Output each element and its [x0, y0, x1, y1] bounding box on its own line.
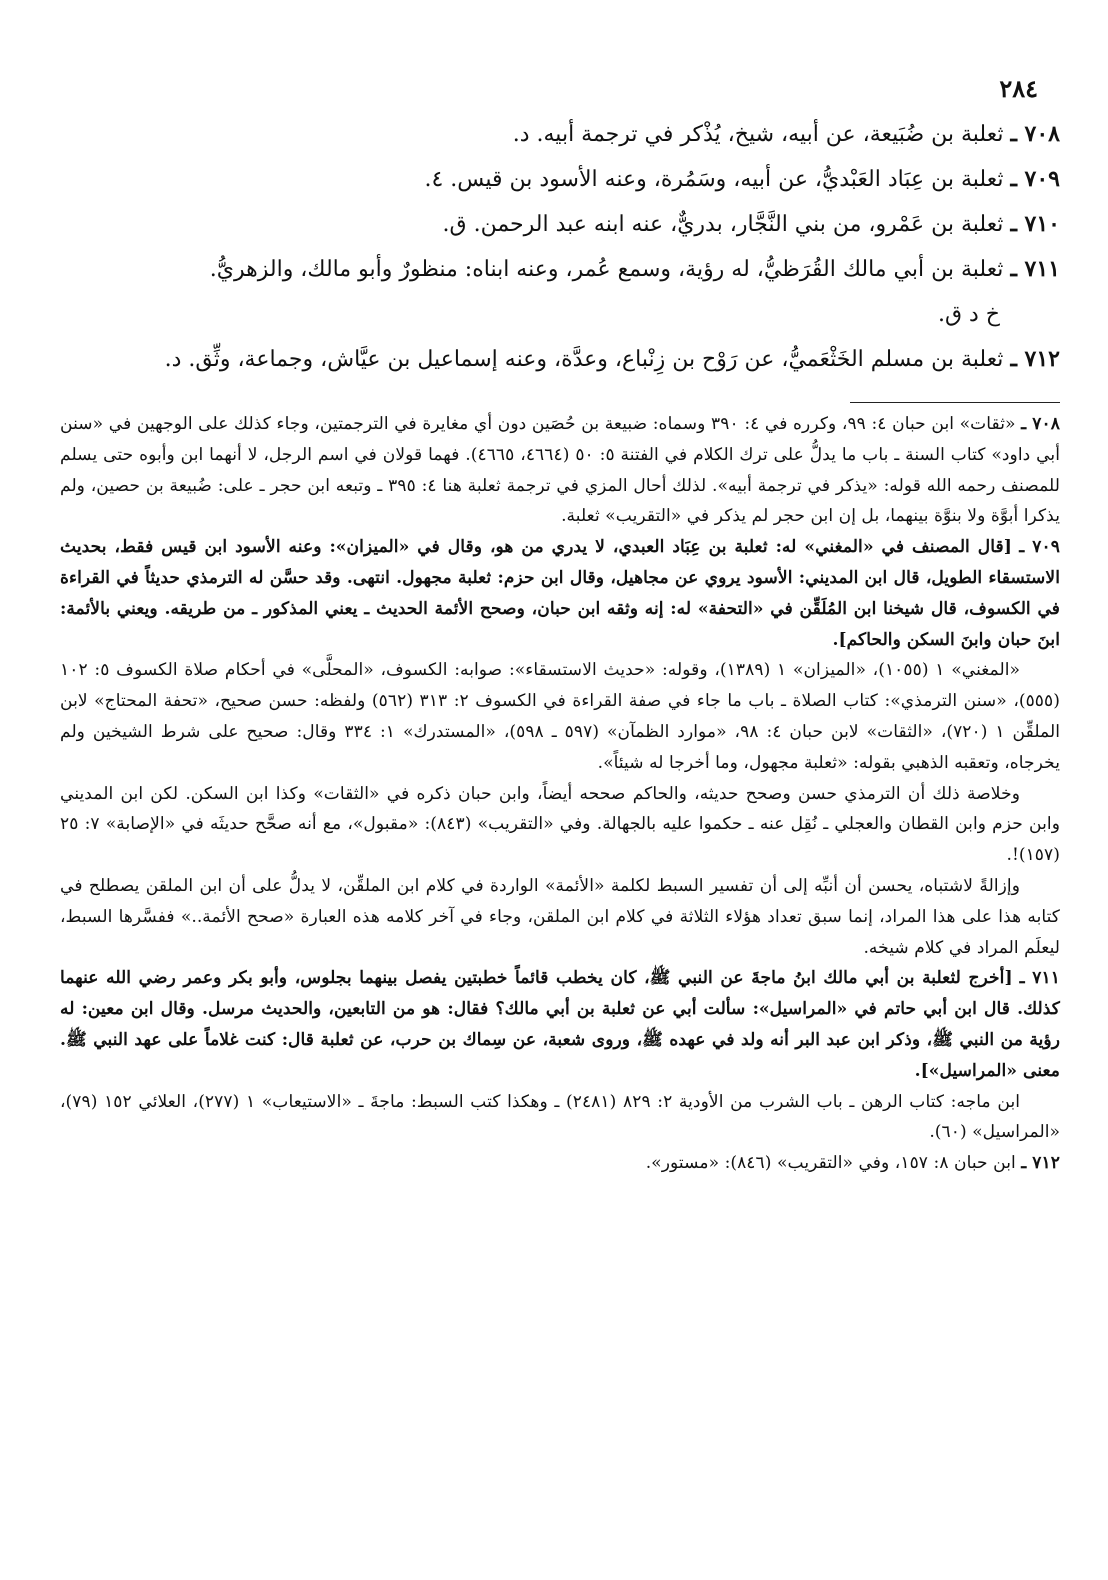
entry-712 — [60, 337, 1060, 382]
note-708 — [60, 409, 1060, 532]
entry-number: ٧١١ ـ — [1010, 256, 1060, 282]
entry-708 — [60, 112, 1060, 157]
entry-709 — [60, 157, 1060, 202]
entry-text: ثعلبة بن عَمْرو، من بني النَّجَّار، بدريٌّ، عنه ابنه عبد الرحمن. ق. — [442, 212, 1004, 237]
entry-text: ثعلبة بن عِبَاد العَبْديُّ، عن أبيه، وسَمُرة، وعنه الأسود بن قيس. ٤. — [424, 167, 1004, 192]
footnotes — [60, 409, 1060, 1179]
note-number: ٧١١ ـ — [1019, 968, 1060, 989]
note-quote: [قال المصنف في «المغني» له: ثعلبة بن عِبَاد العبدي، لا يدري من هو، وقال في «الميزان»: وعنه الأسود ابن قيس فقط، بحديث الاستسقاء الطويل، قال ابن المديني: الأسود يروي عن مجاهيل، وقال ابن حزم: ثعلبة مجهول. انتهى. وقد حسَّن له الترمذي حديثاً في القراءة في الكسوف، قال شيخنا ابن المُلَقِّن في «التحفة» له: إنه وثقه ابن حبان، وصحح الأئمة الحديث ـ يعني المذكور ـ من طريقه. ويعني بالأئمة: ابنَ حبان وابنَ السكن والحاكم]. — [60, 537, 1060, 650]
entry-number: ٧٠٨ ـ — [1010, 121, 1060, 147]
note-paragraph: وخلاصة ذلك أن الترمذي حسن وصحح حديثه، والحاكم صححه أيضاً، وابن حبان ذكره في «الثقات» وكذا ابن السكن. لكن ابن المديني وابن حزم وابن القطان والعجلي ـ نُقِل عنه ـ حكموا عليه بالجهالة. وفي «التقريب» (٨٤٣): «مقبول»، مع أنه صحَّح حديثَه في «الإصابة» ٧: ٢٥ (١٥٧)!. — [60, 783, 1060, 866]
note-711 — [60, 963, 1060, 1086]
note-number: ٧٠٩ ـ — [1019, 537, 1060, 558]
entry-711 — [60, 247, 1060, 292]
entry-number: ٧١٢ ـ — [1010, 346, 1060, 372]
note-number: ٧١٢ ـ — [1021, 1153, 1060, 1174]
note-709 — [60, 532, 1060, 655]
page-number: ٢٨٤ — [999, 74, 1038, 103]
note-712 — [60, 1148, 1060, 1179]
note-text: «ثقات» ابن حبان ٤: ٩٩، وكرره في ٤: ٣٩٠ وسماه: ضبيعة بن حُصَين دون أي مغايرة في الترجمتين، وجاء كذلك على الوجهين في «سنن أبي داود» كتاب السنة ـ باب ما يدلُّ على ترك الكلام في الفتنة ٥: ٥٠ (٤٦٦٤، ٤٦٦٥). فهما قولان في اسم الرجل، لا أنهما ابن وأبوه حتى يسلم للمصنف رحمه الله قوله: «يذكر في ترجمة أبيه». لذلك أحال المزي في ترجمة ثعلبة هنا ٤: ٣٩٥ ـ وتبعه ابن حجر ـ على: ضُبيعة بن حصين، ولم يذكرا أبوَّة ولا بنوَّة بينهما، بل إن ابن حجر لم يذكر في «التقريب» ثعلبة. — [60, 414, 1060, 527]
entry-text: ثعلبة بن ضُبَيعة، عن أبيه، شيخ، يُذْكر في ترجمة أبيه. د. — [512, 122, 1004, 147]
entry-text: ثعلبة بن أبي مالك القُرَظيُّ، له رؤية، وسمع عُمر، وعنه ابناه: منظورٌ وأبو مالك، والزهريُّ. — [209, 257, 1004, 282]
main-text — [60, 112, 1060, 382]
note-text: ابن حبان ٨: ١٥٧، وفي «التقريب» (٨٤٦): «مستور». — [645, 1153, 1016, 1174]
footnote-divider — [850, 402, 1060, 403]
note-paragraph: وإزالةً لاشتباه، يحسن أن أنبِّه إلى أن تفسير السبط لكلمة «الأئمة» الواردة في كلام ابن الملقِّن، لا يدلُّ على أن ابن الملقن يصطلح في كتابه هذا على هذا المراد، إنما سبق تعداد هؤلاء الثلاثة في كلام ابن الملقن، وجاء في آخر كلامه هذه العبارة «صحح الأئمة..» ففسَّرها السبط، ليعلَم المراد في كلام شيخه. — [60, 875, 1060, 958]
entry-number: ٧١٠ ـ — [1010, 211, 1060, 237]
entry-711-continuation: خ د ق. — [937, 302, 1000, 327]
entry-710 — [60, 202, 1060, 247]
note-number: ٧٠٨ ـ — [1021, 414, 1060, 434]
entry-number: ٧٠٩ ـ — [1010, 166, 1060, 192]
note-paragraph: ابن ماجه: كتاب الرهن ـ باب الشرب من الأودية ٢: ٨٢٩ (٢٤٨١) ـ وهكذا كتب السبط: ماجةَ ـ «الاستيعاب» ١ (٢٧٧)، العلائي ١٥٢ (٧٩)، «المراسيل» (٦٠). — [60, 1091, 1060, 1143]
note-quote: [أخرج لثعلبة بن أبي مالك ابنُ ماجةَ عن النبي ﷺ، كان يخطب قائماً خطبتين يفصل بينهما بجلوس، وأبو بكر وعمر رضي الله عنهما كذلك. قال ابن أبي حاتم في «المراسيل»: سألت أبي عن ثعلبة بن أبي مالك؟ فقال: هو من التابعين، والحديث مرسل. وقال ابن معين: له رؤية من النبي ﷺ، وذكر ابن عبد البر أنه ولد في عهده ﷺ، وروى شعبة، عن سِماك بن حرب، عن ثعلبة قال: كنت غلاماً على عهد النبي ﷺ. معنى «المراسيل»]. — [60, 968, 1060, 1081]
entry-text: ثعلبة بن مسلم الخَثْعَميُّ، عن رَوْح بن زِنْباع، وعدَّة، وعنه إسماعيل بن عيَّاش، وجماعة، وثِّق. د. — [164, 347, 1004, 372]
note-paragraph: «المغني» ١ (١٠٥٥)، «الميزان» ١ (١٣٨٩)، وقوله: «حديث الاستسقاء»: صوابه: الكسوف، «المحلَّى» في أحكام صلاة الكسوف ٥: ١٠٢ (٥٥٥)، «سنن الترمذي»: كتاب الصلاة ـ باب ما جاء في صفة القراءة في الكسوف ٢: ٣١٣ (٥٦٢) ولفظه: حسن صحيح، «تحفة المحتاج» لابن الملقِّن ١ (٧٢٠)، «الثقات» لابن حبان ٤: ٩٨، «موارد الظمآن» (٥٩٧ ـ ٥٩٨)، «المستدرك» ١: ٣٣٤ وقال: صحيح على شرط الشيخين ولم يخرجاه، وتعقبه الذهبي بقوله: «ثعلبة مجهول، وما أخرجا له شيئاً». — [60, 660, 1060, 773]
